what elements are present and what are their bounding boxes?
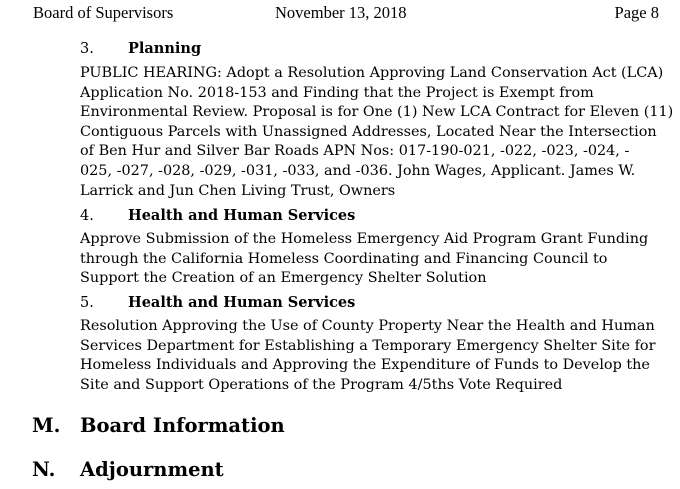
item-title: Health and Human Services [128,294,356,311]
description-line: Contiguous Parcels with Unassigned Addresses, Located Near the Intersection [80,123,657,140]
item-title: Health and Human Services [128,207,356,224]
agenda-item-3-heading [80,39,201,59]
description-line: Application No. 2018-153 and Finding that the Project is Exempt from [80,84,594,101]
agenda-item-5-description [80,317,660,395]
agenda-item-3-description [80,64,674,201]
page-header [0,3,680,23]
description-line: through the California Homeless Coordinating and Financing Council to [80,250,608,267]
agenda-item-4-description [80,230,660,289]
description-line: of Ben Hur and Silver Bar Roads APN Nos: 017-190-021, -022, -023, -024, - [80,143,630,160]
description-line: Larrick and Jun Chen Living Trust, Owners [80,182,396,199]
description-line: Services Department for Establishing a Temporary Emergency Shelter Site for [80,337,656,354]
description-line: PUBLIC HEARING: Adopt a Resolution Approving Land Conservation Act (LCA) [80,65,664,81]
item-number: 5. [80,295,94,311]
section-title: Adjournment [80,458,224,481]
section-letter: M. [32,414,61,437]
section-title: Board Information [80,414,285,437]
item-number: 4. [80,208,94,224]
agenda-item-5-heading [80,293,355,313]
item-number: 3. [80,41,94,57]
description-line: Site and Support Operations of the Program 4/5ths Vote Required [80,376,563,393]
header-page-number: Page 8 [614,3,659,22]
description-line: Homeless Individuals and Approving the Expenditure of Funds to Develop the [80,357,650,374]
agenda-item-4-heading [80,206,355,226]
description-line: 025, -027, -028, -029, -031, -033, and -036. John Wages, Applicant. James W. [80,162,636,179]
item-title: Planning [128,40,202,57]
section-letter: N. [32,458,56,481]
header-date: November 13, 2018 [275,3,407,22]
section-heading-board-information [32,414,285,438]
description-line: Resolution Approving the Use of County Property Near the Health and Human [80,318,655,334]
section-heading-adjournment [32,458,224,482]
description-line: Support the Creation of an Emergency Shelter Solution [80,270,487,287]
description-line: Environmental Review. Proposal is for One (1) New LCA Contract for Eleven (11) [80,104,674,121]
description-line: Approve Submission of the Homeless Emergency Aid Program Grant Funding [80,231,649,247]
header-org: Board of Supervisors [33,3,174,22]
